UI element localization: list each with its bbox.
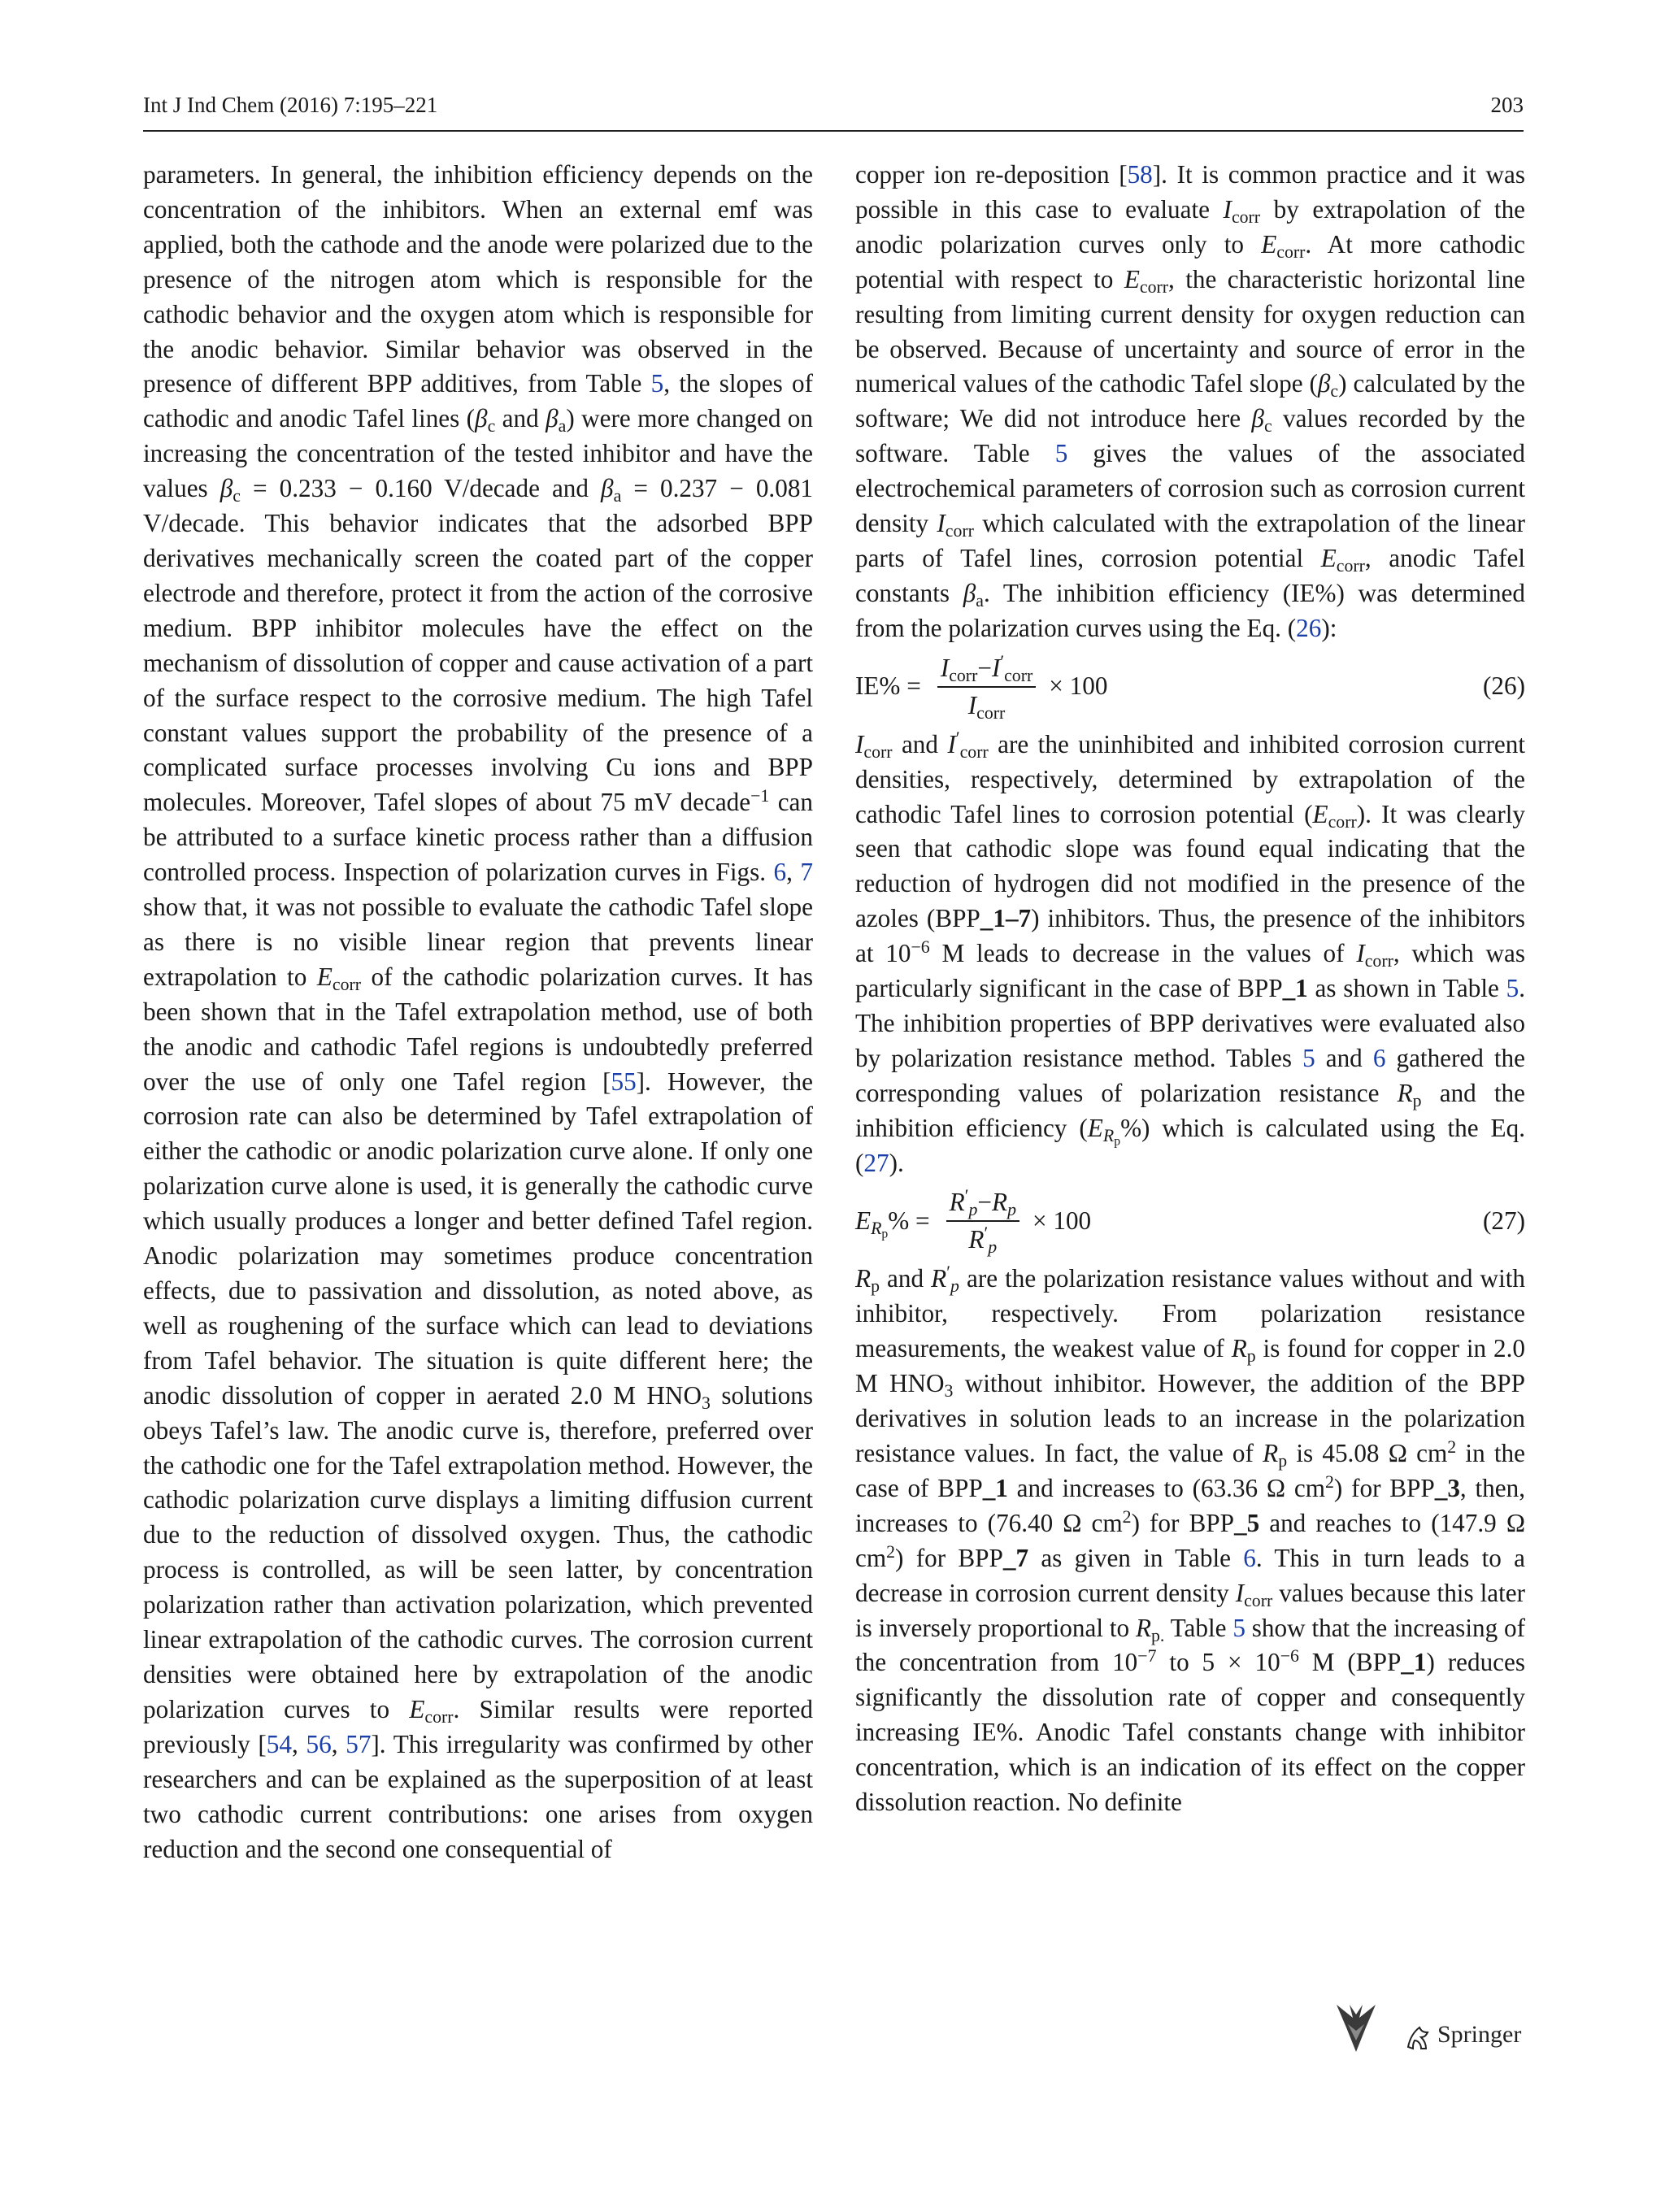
body-paragraph: copper ion re-deposition [58]. It is common practice and it was possible in this case to evaluate $I_{corr}$ by extrapolation of the anodic polarization curves only to $E_{corr}$. At more cathodic potential with respect to $E_{corr}$, the characteristic horizontal line resulting from limiting current density for oxygen reduction can be observed. Because of uncertainty and source of error in the numerical values of the cathodic Tafel slope $(\beta_c)$ calculated by the software; We did not introduce here $\beta_c$ values recorded by the software. Table 5 gives the values of the associated electrochemical parameters of corrosion such as corrosion current density $I_{corr}$ which calculated with the extrapolation of the linear parts of Tafel lines, corrosion potential $E_{corr}$, anodic Tafel constants $\beta_a$. The inhibition efficiency (IE%) was determined from the polarization curves using the Eq. (26): [855,160,1526,642]
table-6-link[interactable]: 6 [1243,1543,1256,1572]
fraction: $\frac{I_{corr}-I'_{corr}}{I_{corr}}$ [937,654,1036,720]
journal-logo-icon [1333,2000,1379,2057]
ref-54-link[interactable]: 54 [266,1729,292,1758]
fraction: $\frac{R'_p-R_p}{R'_p}$ [946,1188,1019,1254]
eq-26-link[interactable]: 26 [1296,613,1322,642]
page-header [143,88,1524,132]
equation-number: (26) [1483,671,1525,701]
body-paragraph: $I_{corr}$ and $I'_{corr}$ are the uninhibited and inhibited corrosion current densities, respectively, determined by extrapolation of the cathodic Tafel lines to corrosion potential $(E_{corr})$. It was clearly seen that cathodic slope was found equal indicating that the reduction of hydrogen did not modified in the presence of the azoles (BPP_1–7) inhibitors. Thus, the presence of the inhibitors at $10^{-6}$ M leads to decrease in the values of $I_{corr}$, which was particularly significant in the case of BPP_1 as shown in Table 5. The inhibition properties of BPP derivatives were evaluated also by polarization resistance method. Tables 5 and 6 gathered the corresponding values of polarization resistance $R_p$ and the inhibition efficiency $(E_{R_p}\%)$ which is calculated using the Eq. (27). [855,728,1526,1177]
table-5-link[interactable]: 5 [1054,439,1068,468]
springer-horse-icon [1403,2023,1434,2053]
body-paragraph: $R_p$ and $R'_p$ are the polarization resistance values without and with inhibitor, respectively. From polarization resistance measurements, the weakest value of $R_p$ is found for copper in 2.0 M $HNO_3$ without inhibitor. However, the addition of the BPP derivatives in solution leads to an increase in the polarization resistance values. In fact, the value of $R_p$ is 45.08 Ω $cm^2$ in the case of BPP_1 and increases to (63.36 Ω $cm^2$) for BPP_3, then, increases to (76.40 Ω $cm^2$) for BPP_5 and reaches to (147.9 Ω $cm^2$) for BPP_7 as given in Table 6. This in turn leads to a decrease in corrosion current density $I_{corr}$ values because this later is inversely proportional to $R_{p.}$ Table 5 show that the increasing of the concentration from $10^{-7}$ to $5 \times 10^{-6}$ M (BPP_1) reduces significantly the dissolution rate of copper and consequently increasing IE%. Anodic Tafel constants change with inhibitor concentration, which is an indication of its effect on the copper dissolution reaction. No definite [855,1262,1526,1817]
table-5-link[interactable]: 5 [1302,1043,1315,1072]
body-paragraph: parameters. In general, the inhibition efficiency depends on the concentration of the inhibitors. When an external emf was applied, both the cathode and the anode were polarized due to the presence of the nitrogen atom which is responsible for the cathodic behavior and the oxygen atom which is responsible for the anodic behavior. Similar behavior was observed in the presence of different BPP additives, from Table 5, the slopes of cathodic and anodic Tafel lines ($\beta_c$ and $\beta_a$) were more changed on increasing the concentration of the tested inhibitor and have the values $\beta_c = 0.233 - 0.160$ V/decade and $\beta_a = 0.237 - 0.081$ V/decade. This behavior indicates that the adsorbed BPP derivatives mechanically screen the coated part of the copper electrode and therefore, protect it from the action of the corrosive medium. BPP inhibitor molecules have the effect on the mechanism of dissolution of copper and cause activation of a part of the surface respect to the corrosive medium. The high Tafel constant values support the probability of the presence of a complicated surface processes involving Cu ions and BPP molecules. Moreover, Tafel slopes of about 75 mV decade$^{-1}$ can be attributed to a surface kinetic process rather than a diffusion controlled process. Inspection of polarization curves in Figs. 6, 7 show that, it was not possible to evaluate the cathodic Tafel slope as there is no visible linear region that prevents linear extrapolation to $E_{corr}$ of the cathodic polarization curves. It has been shown that in the Tafel extrapolation method, use of both the anodic and cathodic Tafel regions is undoubtedly preferred over the use of only one Tafel region [55]. However, the corrosion rate can also be determined by Tafel extrapolation of either the cathodic or anodic polarization curve alone. If only one polarization curve alone is used, it is generally the cathodic curve which usually produces a longer and better defined Tafel region. Anodic polarization may sometimes produce concentration effects, due to passivation and dissolution, as noted above, as well as roughening of the surface which can lead to deviations from Tafel behavior. The situation is quite different here; the anodic dissolution of copper in aerated 2.0 M $HNO_3$ solutions obeys Tafel’s law. The anodic curve is, therefore, preferred over the cathodic one for the Tafel extrapolation method. However, the cathodic polarization curve displays a limiting diffusion current due to the reduction of dissolved oxygen. Thus, the cathodic process is controlled, as will be seen latter, by concentration polarization rather than activation polarization, which prevented linear extrapolation of the cathodic curves. The corrosion current densities were obtained here by extrapolation of the anodic polarization curves to $E_{corr}$. Similar results were reported previously [54, 56, 57]. This irregularity was confirmed by other researchers and can be explained as the superposition of at least two cathodic current contributions: one arises from oxygen reduction and the second one consequential of [143,160,814,1863]
ref-56-link[interactable]: 56 [306,1729,332,1758]
page-number: 203 [1490,93,1524,117]
equation-number: (27) [1483,1206,1525,1236]
table-5-link[interactable]: 5 [1232,1613,1245,1642]
fig-6-link[interactable]: 6 [773,858,787,887]
ref-57-link[interactable]: 57 [346,1729,372,1758]
page-footer [1333,2000,1524,2065]
equation-26: IE% = $\frac{I_{corr}-I'_{corr}}{I_{corr}}$ × 100 (26) [855,651,1525,723]
ref-55-link[interactable]: 55 [611,1067,637,1096]
table-5-link[interactable]: 5 [1506,974,1519,1003]
running-head: Int J Ind Chem (2016) 7:195–221 [143,93,438,117]
left-column [143,158,813,1867]
right-column [855,158,1525,1820]
ref-58-link[interactable]: 58 [1127,160,1153,189]
equation-27: $E_{R_p}\%$ = $\frac{R'_p-R_p}{R'_p}$ × 100 (27) [855,1186,1525,1258]
table-6-link[interactable]: 6 [1372,1043,1386,1072]
eq-27-link[interactable]: 27 [863,1148,889,1177]
table-5-link[interactable]: 5 [650,369,664,398]
publisher-name: Springer [1437,2021,1522,2048]
fig-7-link[interactable]: 7 [800,858,813,887]
